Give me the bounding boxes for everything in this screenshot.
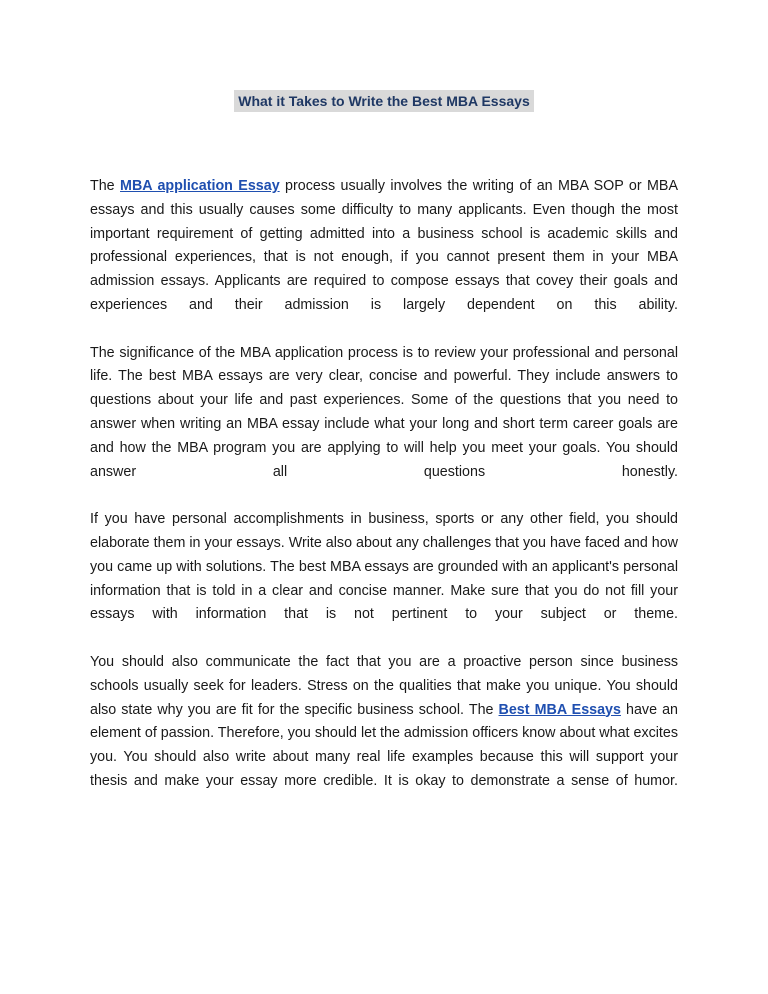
best-mba-essays-link[interactable]: Best MBA Essays xyxy=(498,701,621,718)
paragraph-2: The significance of the MBA application process is to review your professional and personal life. The best MBA essays are very clear, concise and powerful. They include answers to questions about your life and past experiences. Some of the questions that you need to answer when writing an MBA essay include what your long and short term career goals are and how the MBA program you are applying to will help you meet your goals. You should answer all questions honestly. xyxy=(90,344,678,480)
paragraph-1 xyxy=(90,175,678,318)
paragraph-3: If you have personal accomplishments in business, sports or any other field, you should elaborate them in your essays. Write also about any challenges that you have faced and how you came up with solutions. The best MBA essays are grounded with an applicant's personal information that is told in a clear and concise manner. Make sure that you do not fill your essays with information that is not pertinent to your subject or theme. xyxy=(90,511,678,623)
paragraph-1-pre: The xyxy=(90,178,121,194)
title-wrapper xyxy=(0,90,768,112)
paragraph-4-pre: You should also communicate the fact that you are a proactive person since business schools usually seek for leaders. Stress on the qualities that make you unique. You should also state why you are fit for the specific business school. The xyxy=(90,653,678,718)
paragraph-1-post: process usually involves the writing of an MBA SOP or MBA essays and this usually causes some difficulty to many applicants. Even though the most important requirement of getting admitted into a business school is academic skills and professional experiences, that is not enough, if you cannot present them in your MBA admission essays. Applicants are required to compose essays that covey their goals and experiences and their admission is largely dependent on this ability. xyxy=(90,178,679,313)
document-body xyxy=(90,175,678,818)
document-title: What it Takes to Write the Best MBA Essays xyxy=(234,90,533,112)
mba-application-essay-link[interactable]: MBA application Essay xyxy=(120,178,280,194)
paragraph-4-post: have an element of passion. Therefore, you should let the admission officers know about what excites you. You should also write about many real life examples because this will support your thesis and make your essay more credible. It is okay to demonstrate a sense of humor. xyxy=(90,701,678,789)
paragraph-4 xyxy=(90,651,678,794)
